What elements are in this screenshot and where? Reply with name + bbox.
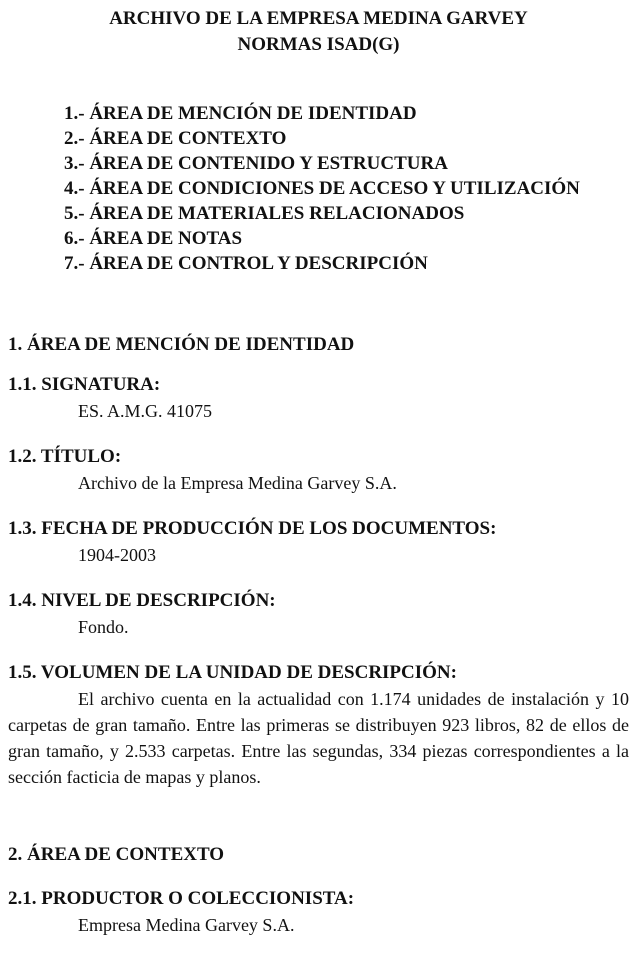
table-of-contents xyxy=(64,101,629,276)
field-signatura xyxy=(8,372,629,424)
toc-item: 4.- ÁREA DE CONDICIONES DE ACCESO Y UTILIZACIÓN xyxy=(64,178,580,199)
field-value: ES. A.M.G. 41075 xyxy=(78,401,213,421)
field-label: 1.4. NIVEL DE DESCRIPCIÓN: xyxy=(8,590,276,611)
field-value: Fondo. xyxy=(78,617,129,637)
field-label: 1.1. SIGNATURA: xyxy=(8,374,161,395)
toc-item: 1.- ÁREA DE MENCIÓN DE IDENTIDAD xyxy=(64,103,417,124)
toc-item: 2.- ÁREA DE CONTEXTO xyxy=(64,128,287,149)
toc-item: 3.- ÁREA DE CONTENIDO Y ESTRUCTURA xyxy=(64,153,448,174)
toc-item: 6.- ÁREA DE NOTAS xyxy=(64,228,243,249)
header-title: ARCHIVO DE LA EMPRESA MEDINA GARVEY xyxy=(109,8,528,29)
header-subtitle: NORMAS ISAD(G) xyxy=(237,34,400,55)
field-value: Archivo de la Empresa Medina Garvey S.A. xyxy=(78,473,397,493)
field-productor xyxy=(8,886,629,938)
toc-item: 7.- ÁREA DE CONTROL Y DESCRIPCIÓN xyxy=(64,253,428,274)
field-label: 1.3. FECHA DE PRODUCCIÓN DE LOS DOCUMENTOS: xyxy=(8,518,497,539)
field-titulo xyxy=(8,444,629,496)
field-volumen xyxy=(8,660,629,790)
toc-item: 5.- ÁREA DE MATERIALES RELACIONADOS xyxy=(64,203,465,224)
field-value: Empresa Medina Garvey S.A. xyxy=(78,915,295,935)
field-value: 1904-2003 xyxy=(78,545,156,565)
field-fecha-produccion xyxy=(8,516,629,568)
section-2-title: 2. ÁREA DE CONTEXTO xyxy=(8,844,225,865)
field-label: 1.2. TÍTULO: xyxy=(8,446,122,467)
field-label: 1.5. VOLUMEN DE LA UNIDAD DE DESCRIPCIÓN: xyxy=(8,662,457,683)
document-header xyxy=(8,6,629,58)
volume-paragraph: El archivo cuenta en la actualidad con 1.174 unidades de instalación y 10 carpetas de gran tamaño. Entre las primeras se distribuyen 923 libros, 82 de ellos de gran tamaño, y 2.533 carpetas. Entre las segundas, 334 piezas correspondientes a la sección facticia de mapas y planos. xyxy=(8,689,629,787)
field-nivel-descripcion xyxy=(8,588,629,640)
section-1-title: 1. ÁREA DE MENCIÓN DE IDENTIDAD xyxy=(8,334,355,355)
field-label: 2.1. PRODUCTOR O COLECCIONISTA: xyxy=(8,888,355,909)
